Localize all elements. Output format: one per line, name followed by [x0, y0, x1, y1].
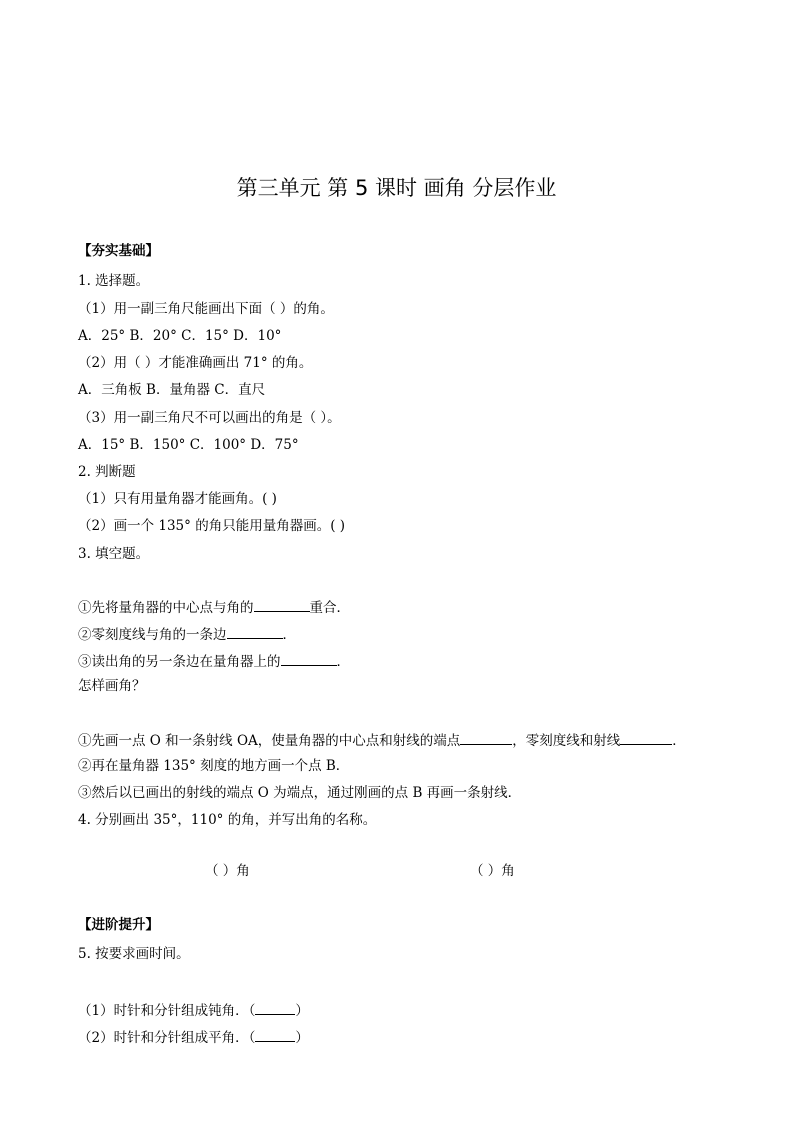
- question-3-step-3: ③然后以已画出的射线的端点 O 为端点，通过刚画的点 B 再画一条射线．: [78, 785, 522, 801]
- page-title: 第三单元 第 5 课时 画角 分层作业: [236, 176, 557, 200]
- answer-blank[interactable]: [281, 651, 337, 666]
- question-3-item-2-end: ．: [282, 627, 296, 643]
- question-3-item-2-text: ②零刻度线与角的一条边: [78, 627, 227, 643]
- question-1-3: （3）用一副三角尺不可以画出的角是（ ）。: [78, 410, 341, 426]
- answer-blank[interactable]: [460, 730, 512, 745]
- question-5-1-end: ）: [295, 1003, 309, 1019]
- question-3-step-1: [78, 730, 686, 750]
- answer-blank[interactable]: [254, 597, 310, 612]
- question-3-item-1-end: 重合．: [309, 600, 350, 616]
- question-3-item-1-text: ①先将量角器的中心点与角的: [78, 600, 254, 616]
- question-3-step-1-text: ①先画一点 O 和一条射线 OA，使量角器的中心点和射线的端点: [78, 733, 461, 749]
- question-3-item-3: [78, 651, 350, 671]
- question-3-how-heading: 怎样画角？: [78, 678, 146, 694]
- question-1-1-options: A．25° B．20° C．15° D．10°: [78, 328, 282, 344]
- question-1-1: （1）用一副三角尺能画出下面（ ）的角。: [78, 301, 334, 317]
- question-5-2-end: ）: [295, 1030, 309, 1046]
- answer-blank[interactable]: [227, 624, 283, 639]
- question-5-1-text: （1）时针和分针组成钝角．（: [78, 1003, 256, 1019]
- section-heading-advanced: 【进阶提升】: [78, 917, 159, 933]
- question-1-2: （2）用（ ）才能准确画出 71° 的角。: [78, 355, 313, 371]
- answer-blank[interactable]: [620, 730, 672, 745]
- question-3-item-3-text: ③读出角的另一条边在量角器上的: [78, 654, 281, 670]
- question-3-step-1-mid: ，零刻度线和射线: [512, 733, 621, 749]
- question-2-heading: 2. 判断题: [78, 464, 136, 480]
- question-4-answer-b: （ ）角: [470, 863, 515, 879]
- question-2-2: （2）画一个 135° 的角只能用量角器画。( ): [78, 518, 346, 534]
- question-5-1: [78, 1000, 309, 1020]
- question-1-3-options: A．15° B．150° C．100° D．75°: [78, 437, 299, 453]
- question-3-item-3-end: ．: [336, 654, 350, 670]
- question-5-2-text: （2）时针和分针组成平角．（: [78, 1030, 256, 1046]
- question-4: 4. 分别画出 35°，110° 的角，并写出角的名称。: [78, 812, 377, 828]
- question-2-1: （1）只有用量角器才能画角。( ): [78, 491, 277, 507]
- question-3-step-1-end: ．: [672, 733, 686, 749]
- question-3-item-1: [78, 597, 350, 617]
- question-1-2-options: A．三角板 B．量角器 C．直尺: [78, 382, 266, 398]
- question-3-heading: 3. 填空题。: [78, 546, 150, 562]
- question-5-2: [78, 1027, 309, 1047]
- question-3-step-2: ②再在量角器 135° 刻度的地方画一个点 B．: [78, 758, 350, 774]
- answer-blank[interactable]: [255, 1000, 295, 1015]
- answer-blank[interactable]: [255, 1027, 295, 1042]
- question-5-heading: 5. 按要求画时间。: [78, 946, 190, 962]
- question-1-heading: 1. 选择题。: [78, 273, 150, 289]
- question-3-item-2: [78, 624, 296, 644]
- question-4-answer-a: （ ）角: [205, 863, 250, 879]
- section-heading-basic: 【夯实基础】: [78, 243, 159, 259]
